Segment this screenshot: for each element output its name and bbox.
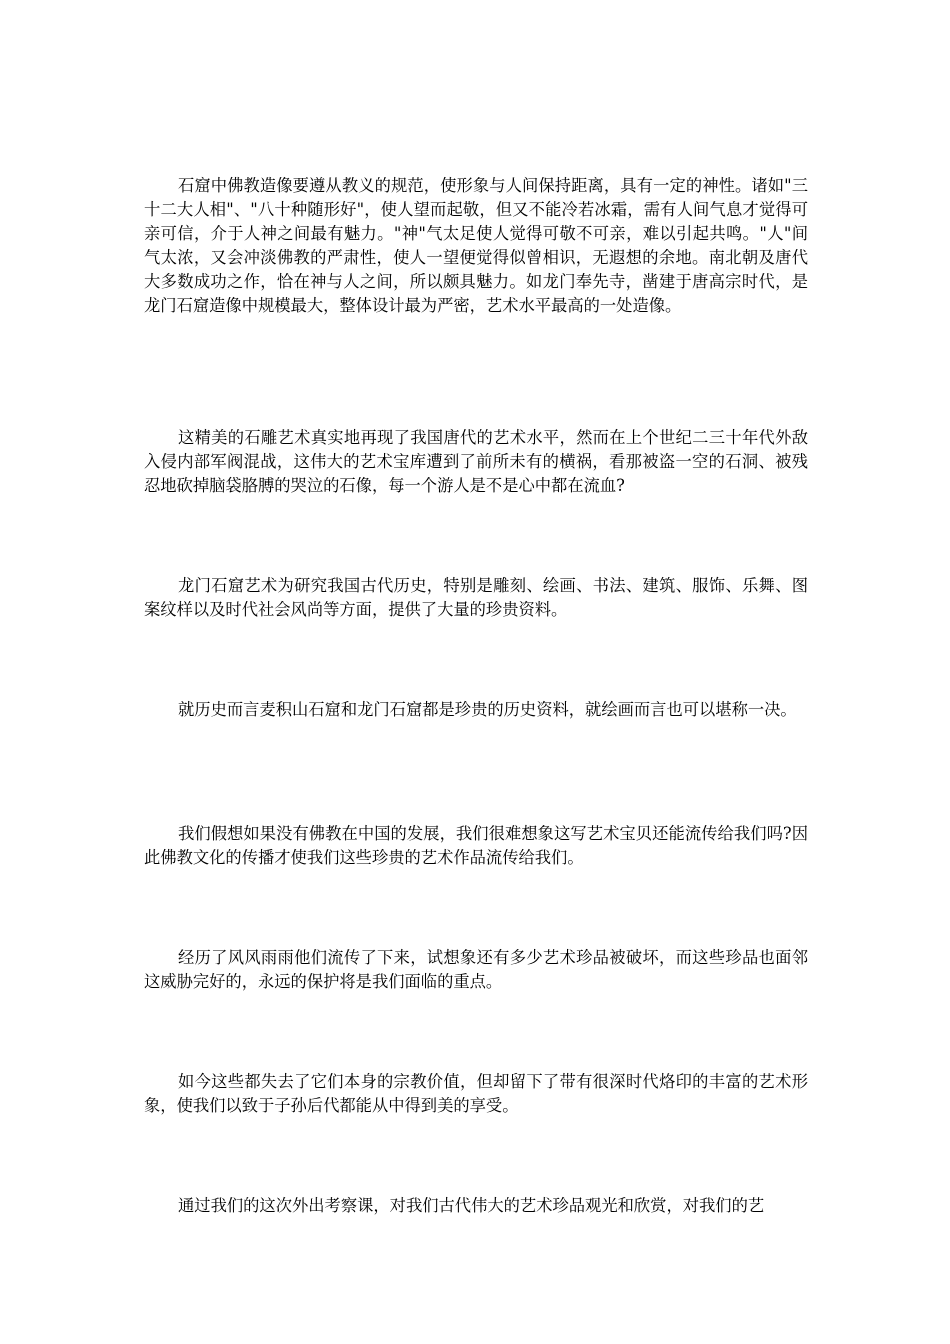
paragraph-2: 这精美的石雕艺术真实地再现了我国唐代的艺术水平，然而在上个世纪二三十年代外敌入侵内部军阀混战，这伟大的艺术宝库遭到了前所未有的横祸，看那被盗一空的石洞、被残忍地砍掉脑袋胳膊的哭泣的石像，每一个游人是不是心中都在流血? (144, 428, 808, 495)
paragraph-7: 如今这些都失去了它们本身的宗教价值，但却留下了带有很深时代烙印的丰富的艺术形象，使我们以致于子孙后代都能从中得到美的享受。 (144, 1072, 808, 1115)
paragraph-5: 我们假想如果没有佛教在中国的发展，我们很难想象这写艺术宝贝还能流传给我们吗?因此佛教文化的传播才使我们这些珍贵的艺术作品流传给我们。 (144, 824, 808, 867)
paragraph-6: 经历了风风雨雨他们流传了下来，试想象还有多少艺术珍品被破坏，而这些珍品也面邻这威胁完好的，永远的保护将是我们面临的重点。 (144, 948, 808, 991)
paragraph-8: 通过我们的这次外出考察课，对我们古代伟大的艺术珍品观光和欣赏，对我们的艺 (178, 1196, 765, 1215)
paragraph-3: 龙门石窟艺术为研究我国古代历史，特别是雕刻、绘画、书法、建筑、服饰、乐舞、图案纹样以及时代社会风尚等方面，提供了大量的珍贵资料。 (144, 576, 808, 619)
paragraph-1: 石窟中佛教造像要遵从教义的规范，使形象与人间保持距离，具有一定的神性。诸如"三十二大人相"、"八十种随形好"，使人望而起敬，但又不能冷若冰霜，需有人间气息才觉得可亲可信，介于人神之间最有魅力。"神"气太足使人觉得可敬不可亲，难以引起共鸣。"人"间气太浓，又会冲淡佛教的严肃性，使人一望便觉得似曾相识，无遐想的余地。南北朝及唐代大多数成功之作，恰在神与人之间，所以颇具魅力。如龙门奉先寺，凿建于唐高宗时代，是龙门石窟造像中规模最大，整体设计最为严密，艺术水平最高的一处造像。 (144, 176, 808, 315)
paragraph-4: 就历史而言麦积山石窟和龙门石窟都是珍贵的历史资料，就绘画而言也可以堪称一决。 (178, 700, 797, 719)
